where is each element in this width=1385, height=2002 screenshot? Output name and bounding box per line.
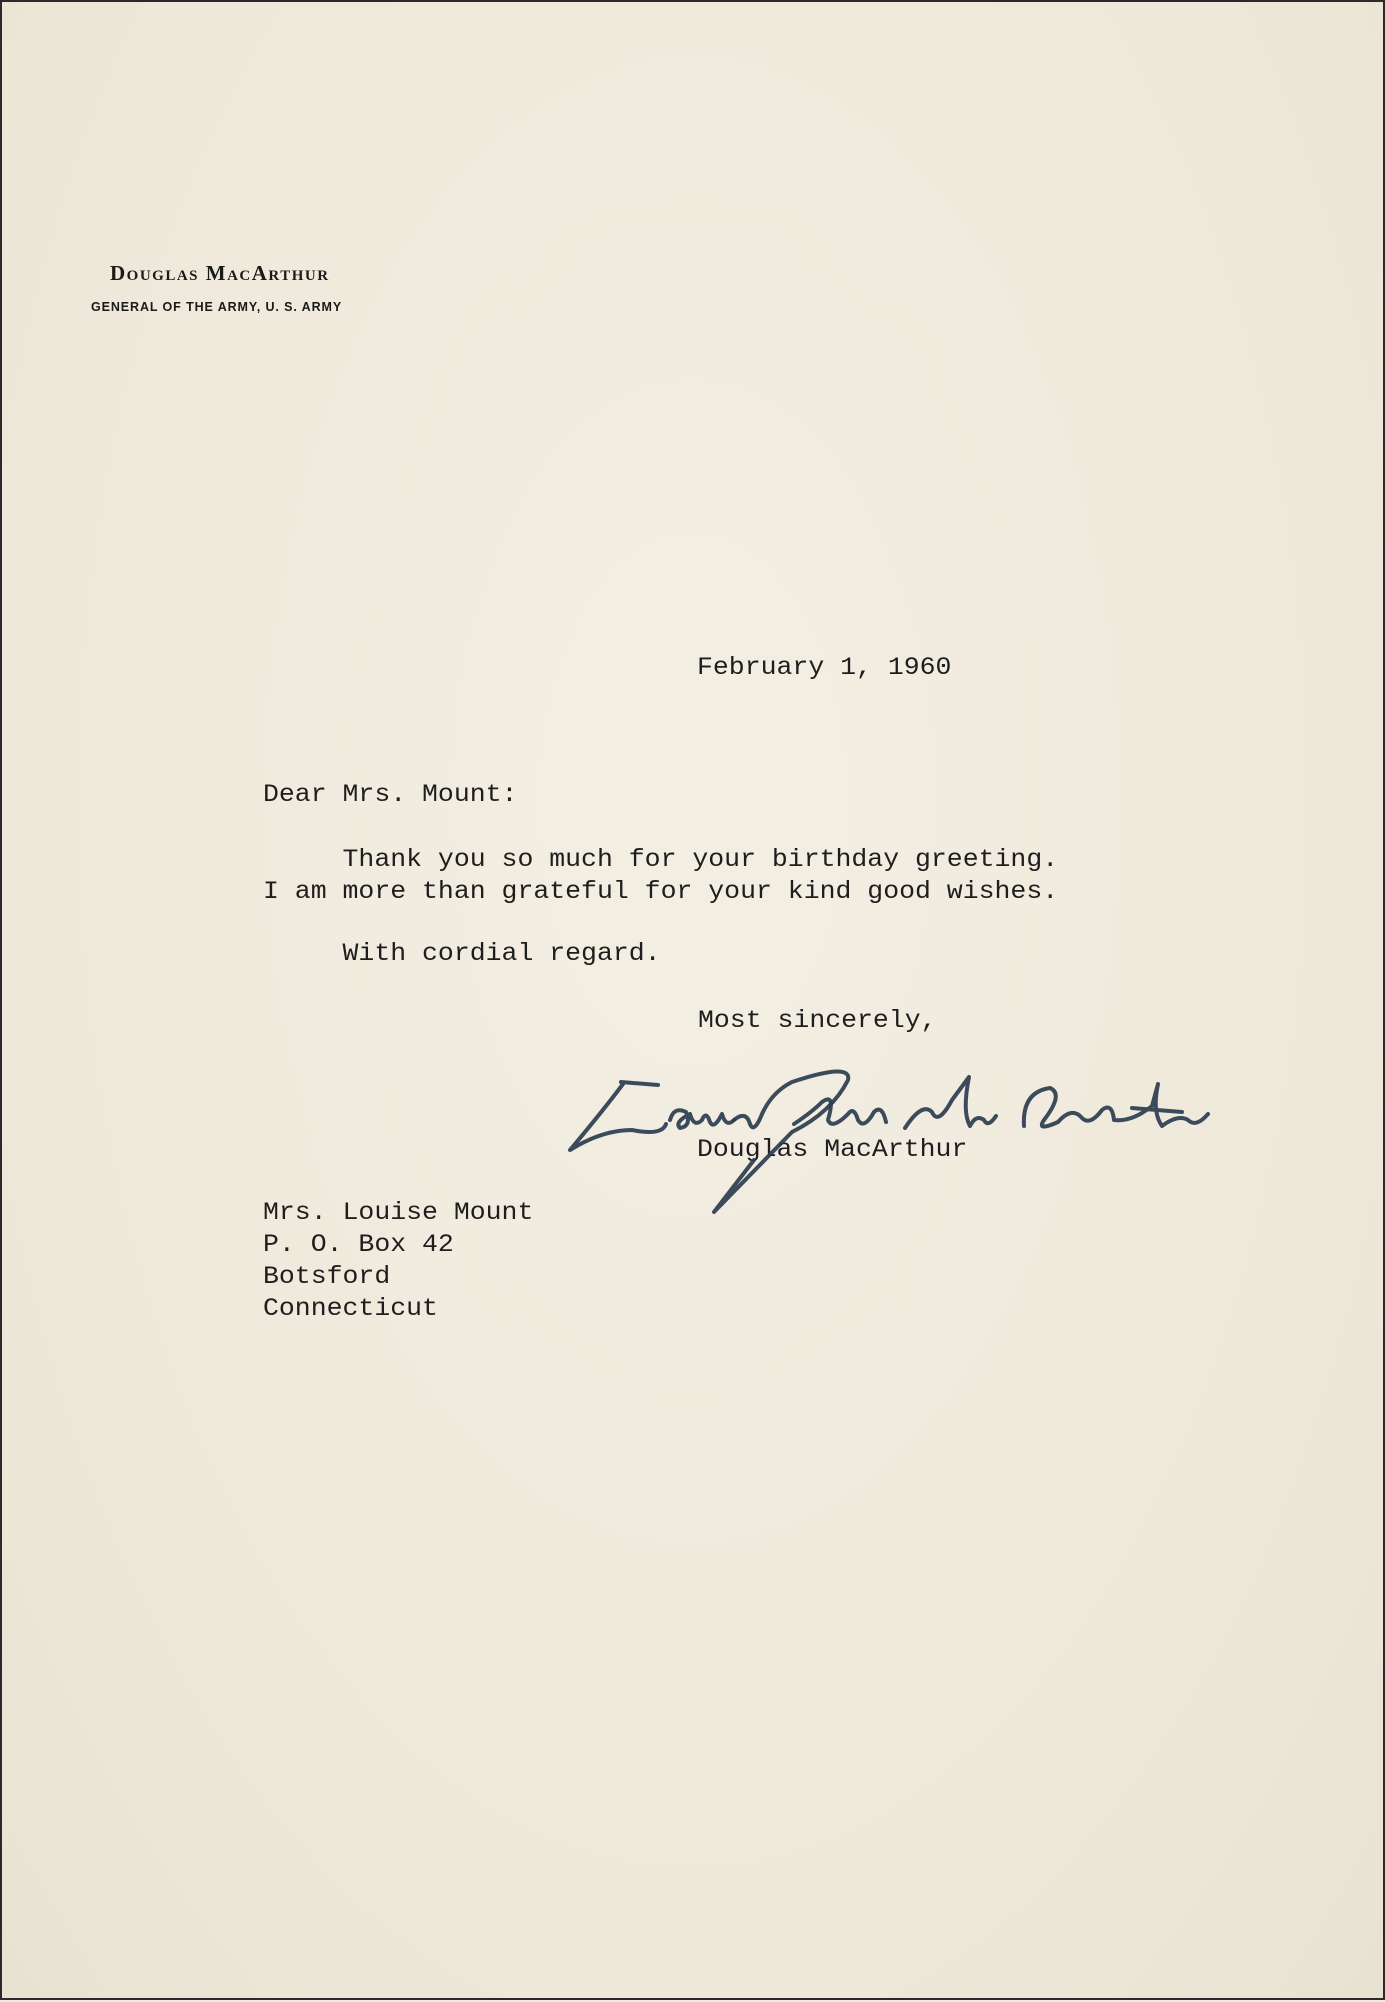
address-line: Connecticut [263,1294,438,1323]
address-line: Botsford [263,1262,391,1291]
address-line: Mrs. Louise Mount [263,1198,534,1227]
complimentary-close: Most sincerely, [698,1006,937,1035]
typed-name: Douglas MacArthur [697,1135,968,1164]
letter-date: February 1, 1960 [697,653,952,682]
body-line: Thank you so much for your birthday greeting. [263,845,1059,874]
letterhead-title: GENERAL OF THE ARMY, U. S. ARMY [91,300,343,314]
body-line: I am more than grateful for your kind good wishes. [263,877,1059,906]
closing-line: With cordial regard. [263,939,661,968]
address-line: P. O. Box 42 [263,1230,454,1259]
salutation: Dear Mrs. Mount: [263,780,518,809]
letterhead-name: Douglas MacArthur [110,261,330,285]
